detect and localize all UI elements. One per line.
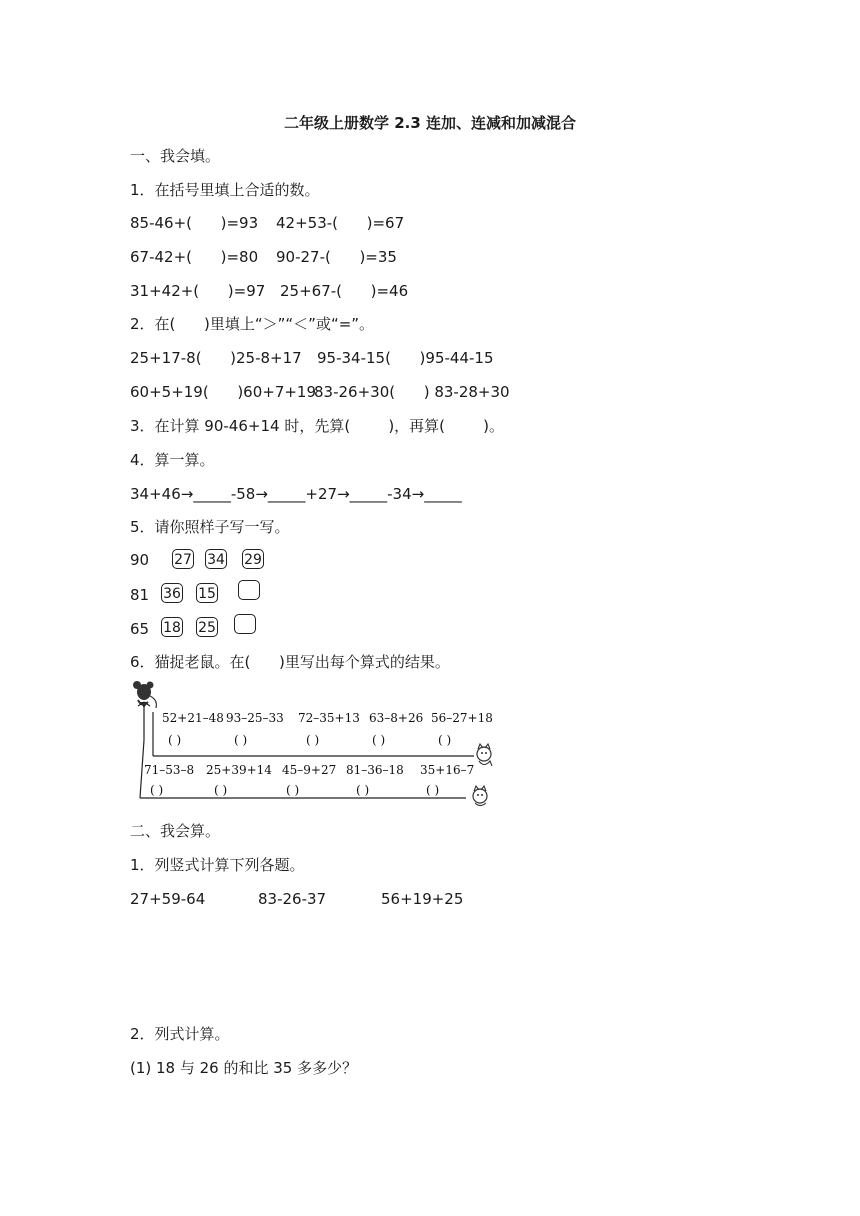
q1-row-1-a: 85-46+( )=93 xyxy=(130,214,259,232)
calc-chain xyxy=(130,484,462,504)
top-expr-5: 56–27+18 xyxy=(431,711,493,725)
q1-row-1-b: 42+53-( )=67 xyxy=(276,214,405,232)
q1-row-2-a: 67-42+( )=80 xyxy=(130,248,259,266)
q1-row-3-b: 25+67-( )=46 xyxy=(280,282,409,300)
answer-blank[interactable]: ( ) xyxy=(426,783,440,797)
q2-row-2-a: 60+5+19( )60+7+19 xyxy=(130,383,317,401)
number-box: 29 xyxy=(242,549,264,569)
question-1-label: 1．在括号里填上合适的数。 xyxy=(130,181,320,199)
number-box: 18 xyxy=(161,617,183,637)
question-4-label: 4．算一算。 xyxy=(130,451,215,469)
answer-blank[interactable]: ( ) xyxy=(286,783,300,797)
answer-blank[interactable]: ( ) xyxy=(168,733,182,747)
number-box: 27 xyxy=(172,549,194,569)
number-box: 15 xyxy=(196,583,218,603)
answer-blank[interactable]: ( ) xyxy=(214,783,228,797)
top-expr-2: 93–25–33 xyxy=(226,711,284,725)
answer-blank[interactable]: ( ) xyxy=(372,733,386,747)
chain-step-5: _____ xyxy=(424,485,462,503)
q2-row-1-a: 25+17-8( )25-8+17 xyxy=(130,349,302,367)
page-title: 二年级上册数学 2.3 连加、连减和加减混合 xyxy=(283,114,577,132)
answer-blank[interactable]: ( ) xyxy=(306,733,320,747)
part2-sub-question-1: (1) 18 与 26 的和比 35 多多少？ xyxy=(130,1059,358,1077)
empty-answer-box[interactable] xyxy=(238,580,260,600)
mouse-icon xyxy=(133,681,156,708)
bottom-expr-2: 25+39+14 xyxy=(206,763,272,777)
chain-step-4: _____-34 xyxy=(349,485,412,503)
part2-question-2-label: 2．列式计算。 xyxy=(130,1025,230,1043)
cat-mouse-figure xyxy=(128,678,500,808)
chain-step-1: 34+46 xyxy=(130,485,181,503)
answer-blank[interactable]: ( ) xyxy=(234,733,248,747)
vertical-calc-1: 27+59-64 xyxy=(130,890,206,908)
chain-step-3: _____+27 xyxy=(267,485,338,503)
bottom-expr-3: 45–9+27 xyxy=(282,763,337,777)
answer-blank[interactable]: ( ) xyxy=(356,783,370,797)
question-6-label: 6．猫捉老鼠。在( )里写出每个算式的结果。 xyxy=(130,653,450,671)
arrow-icon: → xyxy=(337,485,350,503)
q2-row-1-b: 95-34-15( )95-44-15 xyxy=(317,349,494,367)
vertical-calc-2: 83-26-37 xyxy=(258,890,327,908)
top-expr-1: 52+21–48 xyxy=(162,711,224,725)
cat-icon xyxy=(477,744,492,766)
arrow-icon: → xyxy=(255,485,268,503)
bottom-expr-1: 71–53–8 xyxy=(144,763,195,777)
bottom-expr-5: 35+16–7 xyxy=(420,763,475,777)
vertical-calc-3: 56+19+25 xyxy=(381,890,464,908)
pattern-start-3: 65 xyxy=(130,620,150,638)
question-3-label: 3．在计算 90-46+14 时，先算( )，再算( )。 xyxy=(130,417,505,435)
section-heading-1: 一、我会填。 xyxy=(130,147,221,165)
number-box: 34 xyxy=(205,549,227,569)
bottom-expr-4: 81–36–18 xyxy=(346,763,404,777)
section-heading-2: 二、我会算。 xyxy=(130,822,221,840)
number-box: 36 xyxy=(161,583,183,603)
question-2-label: 2．在( )里填上“＞”“＜”或“=”。 xyxy=(130,315,375,333)
number-box: 25 xyxy=(196,617,218,637)
pattern-start-2: 81 xyxy=(130,586,150,604)
question-5-label: 5．请你照样子写一写。 xyxy=(130,518,290,536)
cat-icon xyxy=(473,786,487,806)
answer-blank[interactable]: ( ) xyxy=(150,783,164,797)
top-expr-4: 63–8+26 xyxy=(369,711,424,725)
answer-blank[interactable]: ( ) xyxy=(438,733,452,747)
pattern-start-1: 90 xyxy=(130,551,150,569)
empty-answer-box[interactable] xyxy=(234,614,256,634)
part2-question-1-label: 1．列竖式计算下列各题。 xyxy=(130,856,305,874)
q1-row-2-b: 90-27-( )=35 xyxy=(276,248,397,266)
chain-step-2: _____-58 xyxy=(193,485,256,503)
q1-row-3-a: 31+42+( )=97 xyxy=(130,282,266,300)
top-expr-3: 72–35+13 xyxy=(298,711,360,725)
q2-row-2-b: 83-26+30( ) 83-28+30 xyxy=(314,383,510,401)
arrow-icon: → xyxy=(411,485,425,503)
arrow-icon: → xyxy=(180,485,194,503)
